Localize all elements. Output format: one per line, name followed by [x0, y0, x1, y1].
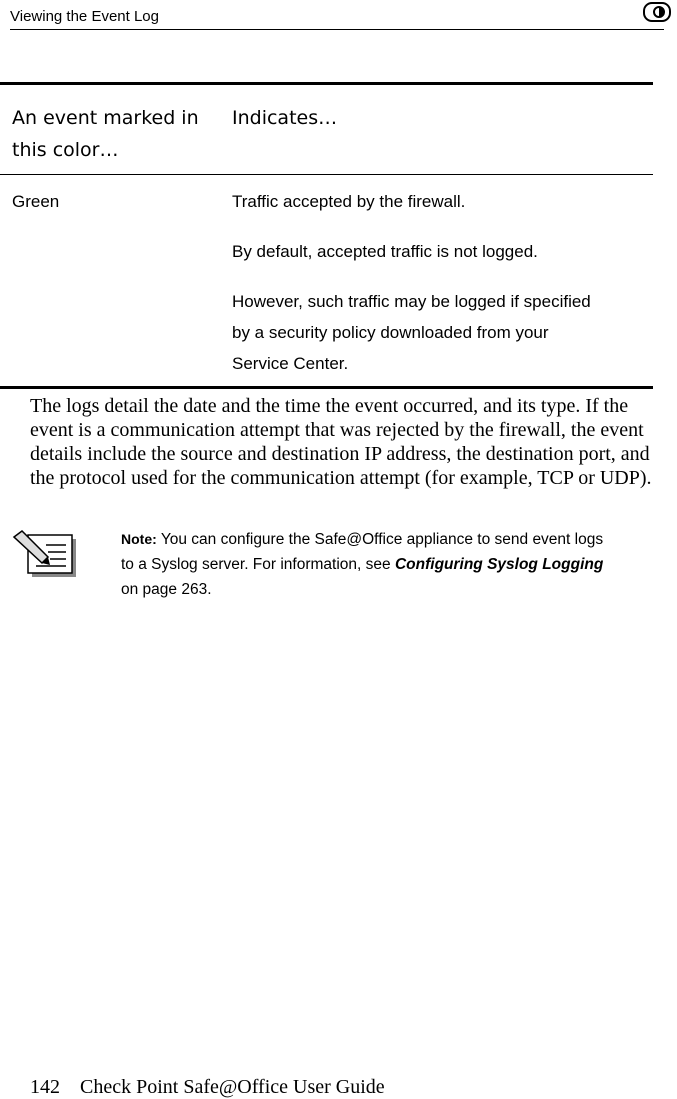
- table-bottom-rule: [0, 386, 653, 389]
- note-text: Note: You can configure the Safe@Office appliance to send event logs to a Syslog server. For information, see Configuring Syslog Logging on page 263.: [121, 531, 604, 598]
- header-divider: [10, 29, 664, 30]
- table-cell-line: Service Center.: [232, 354, 349, 373]
- page-number: 142: [30, 1076, 60, 1098]
- table-cell-line: However, such traffic may be logged if specified: [232, 292, 591, 311]
- table-top-rule: [0, 82, 653, 85]
- section-title: Viewing the Event Log: [10, 8, 159, 25]
- table-header-indicates: Indicates…: [232, 107, 338, 129]
- check-point-logo-icon: [642, 1, 672, 23]
- cross-reference-link[interactable]: Configuring Syslog Logging: [394, 556, 604, 573]
- table-cell-line: by a security policy downloaded from your: [232, 323, 549, 342]
- book-title: Check Point Safe@Office User Guide: [80, 1076, 385, 1098]
- page-footer: [30, 1076, 385, 1099]
- note-pencil-icon: [12, 527, 80, 581]
- body-paragraph: The logs detail the date and the time the event occurred, and its type. If the event is a communication attempt that was rejected by the firewall, the event details include the source and destination IP address, the destination port, and the protocol used for the communication attempt (for example, TCP or UDP).: [30, 395, 652, 489]
- table-header-rule: [0, 174, 653, 175]
- table-cell-line: Traffic accepted by the firewall.: [232, 192, 466, 211]
- table-cell-line: By default, accepted traffic is not logged.: [232, 242, 538, 261]
- table-cell-color: Green: [12, 192, 60, 211]
- table-header-color: An event marked in this color…: [12, 107, 199, 161]
- note-label: Note:: [121, 531, 157, 547]
